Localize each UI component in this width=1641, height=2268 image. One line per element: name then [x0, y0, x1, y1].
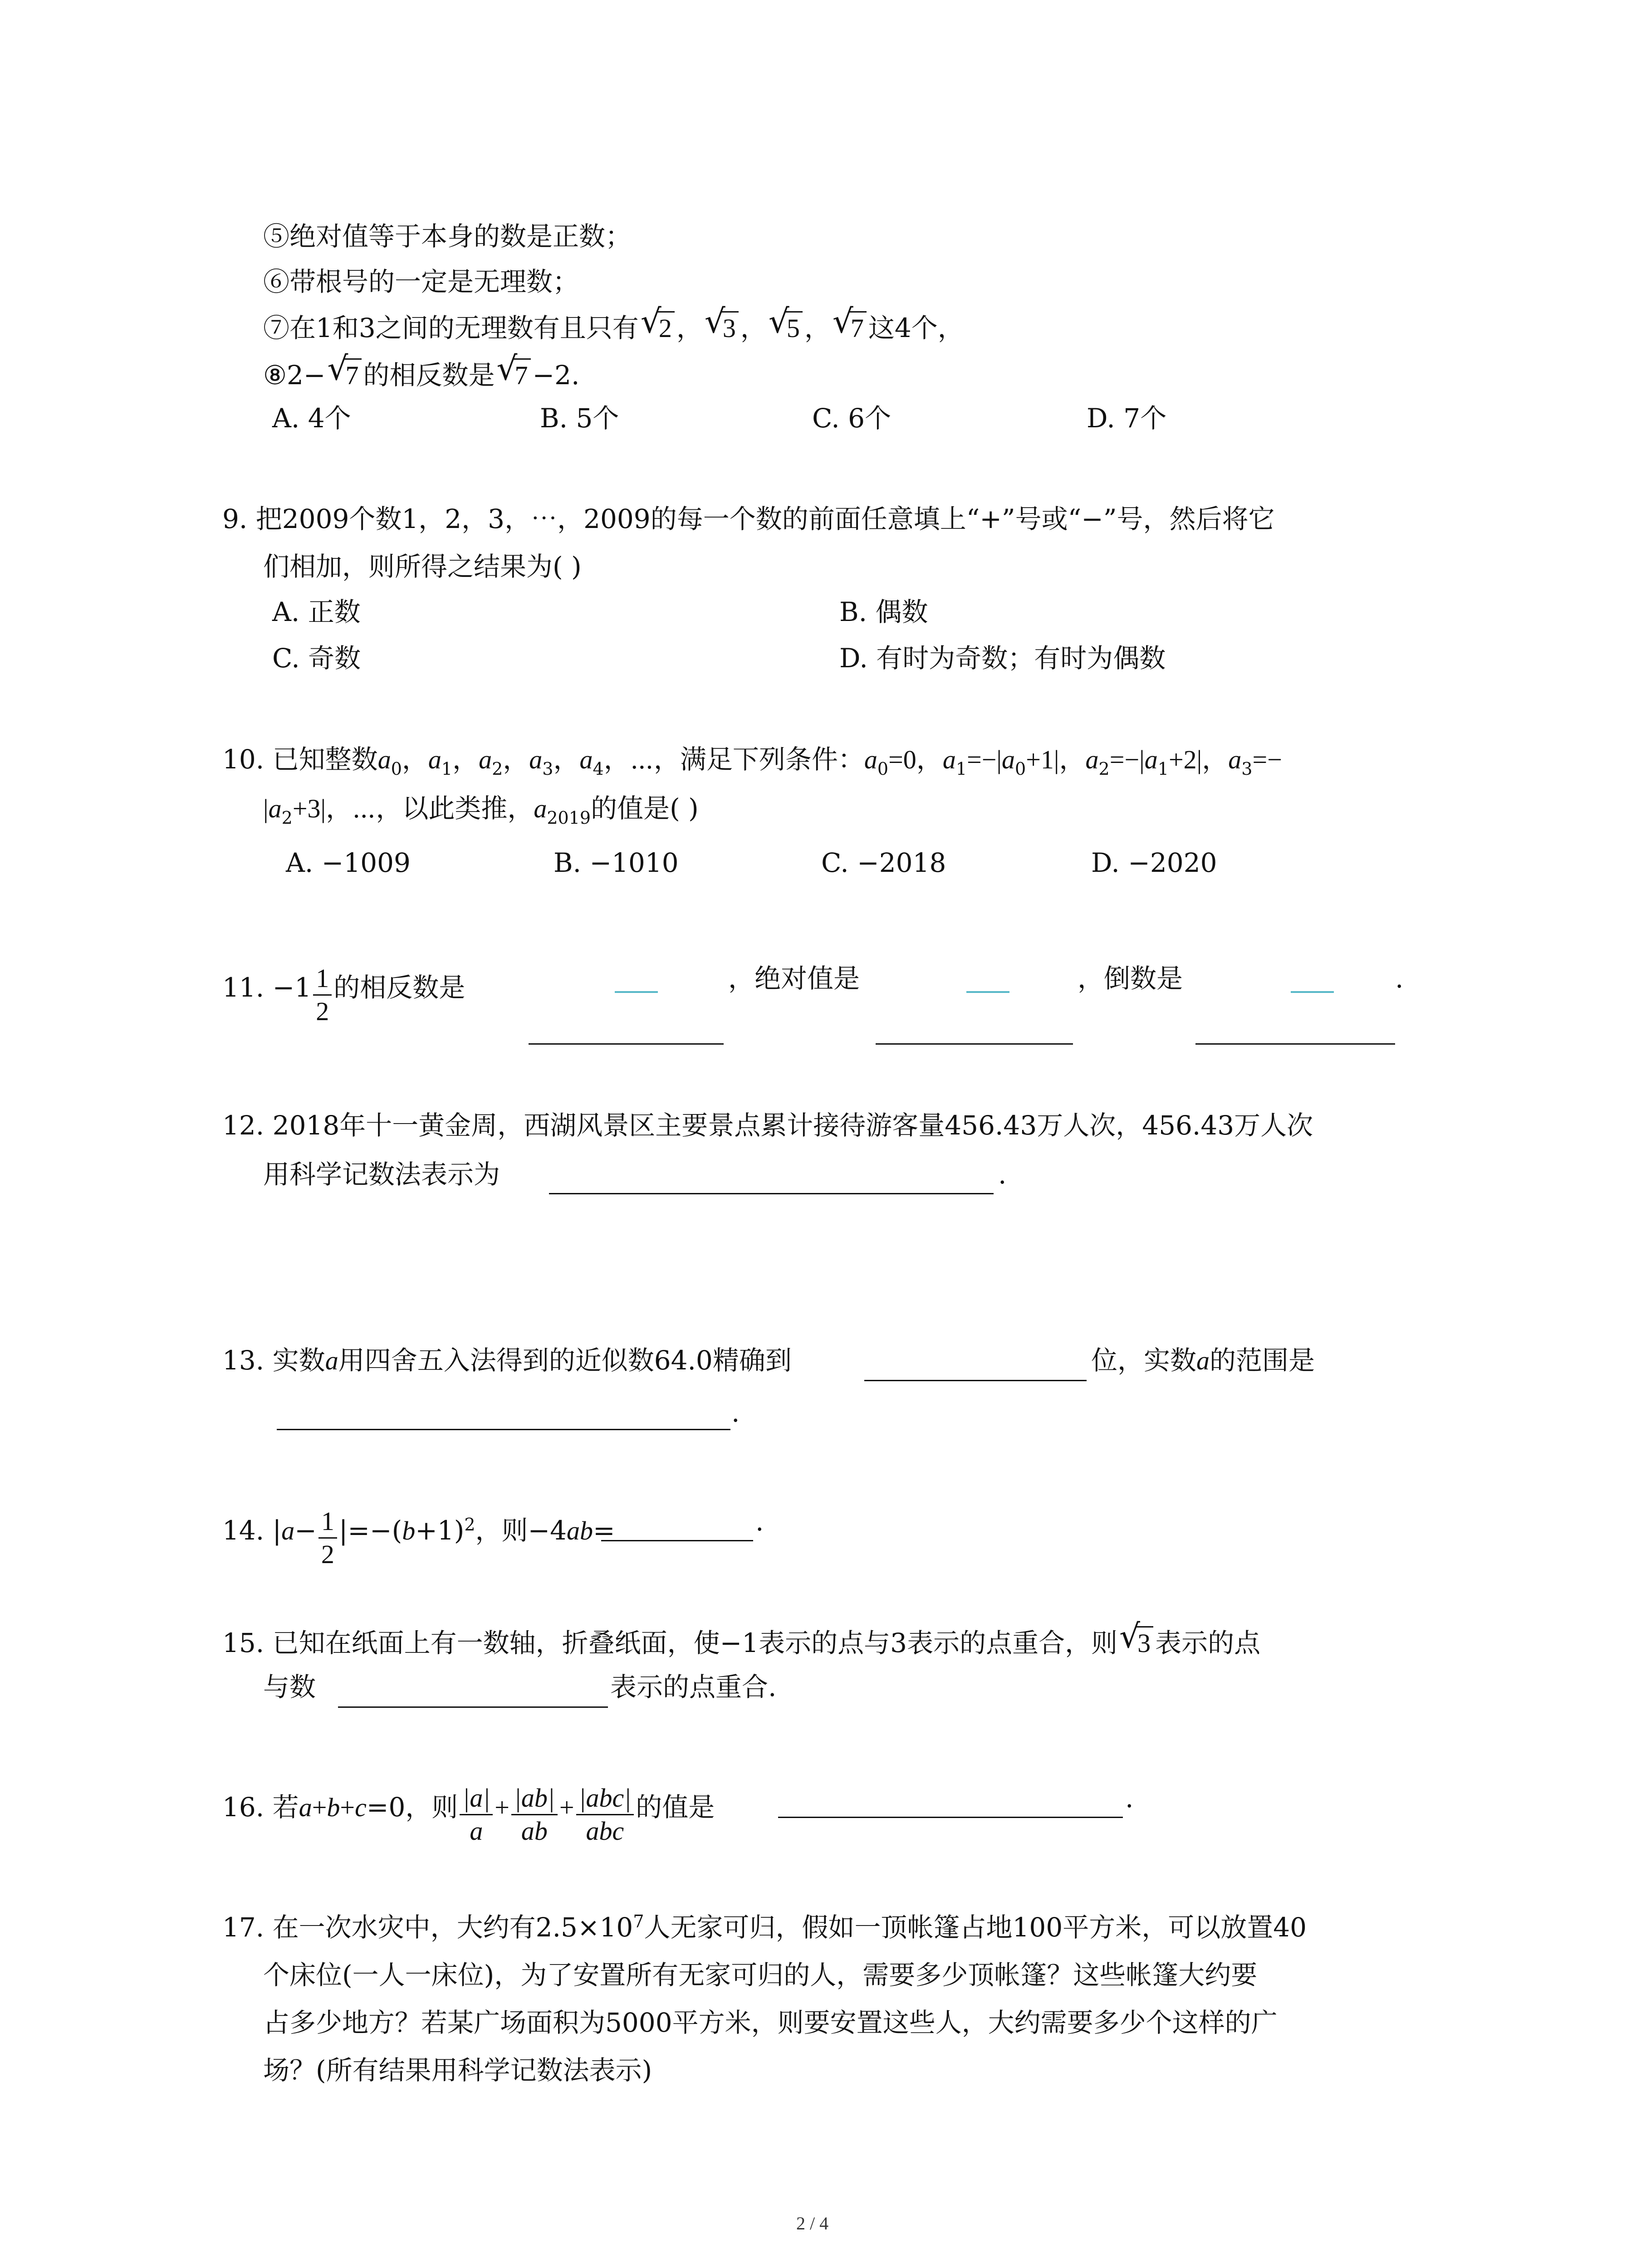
- q11-prefix: 11. −1 $\frac{1}{2}$ 的相反数是: [222, 963, 465, 1026]
- q15-stem-line2b: 表示的点重合.: [610, 1672, 777, 1702]
- q9-option-d: D. 有时为奇数；有时为偶数: [839, 643, 1166, 674]
- q8-item-7-text: ⑦在1和3之间的无理数有且只有: [263, 313, 639, 343]
- q12-end: .: [998, 1159, 1007, 1190]
- q16-end: .: [1125, 1783, 1134, 1813]
- q16-fraction-3: $\frac{\text{|abc|}}{\text{abc}}$: [576, 1785, 634, 1844]
- q14-expression: 14. |a− $\frac{1}{2}$ $|=-(b+1)^2$，则−4ab=: [222, 1506, 615, 1569]
- sqrt-7: √ 7: [328, 358, 362, 389]
- sqrt-7: √ 7: [833, 311, 867, 342]
- sqrt-5: √ 5: [769, 311, 803, 342]
- q8-option-a: A. 4个: [272, 403, 351, 434]
- q9-stem-line2: 们相加，则所得之结果为( ): [263, 551, 582, 582]
- q13-blank-range[interactable]: [277, 1429, 730, 1430]
- q15-blank[interactable]: [338, 1706, 608, 1708]
- q12-blank[interactable]: [549, 1193, 994, 1194]
- q12-stem-line2: 用科学记数法表示为: [263, 1159, 500, 1190]
- answer-mark: [615, 991, 658, 993]
- q13-end: .: [731, 1397, 740, 1428]
- q11-fraction: $\frac{1}{2}$: [313, 965, 332, 1025]
- answer-mark: [966, 991, 1009, 993]
- q17-stem-line1: 17. 在一次水灾中，大约有$2.5\times 10^7$人无家可归，假如一顶帐篷占地100平方米，可以放置40: [222, 1911, 1307, 1943]
- q11-blank-reciprocal[interactable]: [1195, 1043, 1395, 1045]
- q8-option-b: B. 5个: [540, 403, 619, 434]
- q10-stem-line1: 10. 已知整数$a_0$，$a_1$，$a_2$，$a_3$，$a_4$，⋯，满足下列条件：$a_0=0$，$a_1=-|a_0+1|$，$a_2=-|a_1+2|$，$a_3=-$: [222, 744, 1282, 779]
- q8-option-c: C. 6个: [812, 403, 892, 434]
- q16-blank[interactable]: [778, 1817, 1123, 1818]
- q9-stem-line1: 9. 把2009个数1，2，3，⋯，2009的每一个数的前面任意填上“+”号或“−”号，然后将它: [222, 503, 1275, 534]
- q10-option-b: B. −1010: [554, 847, 679, 878]
- q12-stem-line1: 12. 2018年十一黄金周，西湖风景区主要景点累计接待游客量456.43万人次，456.43万人次: [222, 1110, 1313, 1141]
- sqrt-3: √ 3: [705, 311, 739, 342]
- q10-stem-line2: $|a_2+3|$，⋯，以此类推，$a_{2019}$的值是( ): [263, 793, 699, 828]
- q11-text-reciprocal: ，倒数是: [1078, 963, 1183, 994]
- q9-option-a: A. 正数: [272, 596, 361, 627]
- sqrt-2: √ 2: [641, 311, 675, 342]
- q11-blank-opposite[interactable]: [529, 1043, 724, 1045]
- q16-expression: 16. 若a+b+c=0，则 $\frac{|a|}{a}$ + $\frac{|ab|}{ab}$ + $\frac{\text{|abc|}}{\text{abc}}$ 的值是: [222, 1783, 715, 1846]
- page-number: 2 / 4: [796, 2213, 829, 2234]
- q17-stem-line2: 个床位(一人一床位)，为了安置所有无家可归的人，需要多少顶帐篷？这些帐篷大约要: [263, 1960, 1258, 1990]
- q10-option-d: D. −2020: [1091, 847, 1217, 878]
- answer-mark: [1291, 991, 1334, 993]
- q11-blank-abs[interactable]: [876, 1043, 1073, 1045]
- sqrt-3: √ 3: [1119, 1626, 1153, 1657]
- q8-item-7: ⑦在1和3之间的无理数有且只有 √ 2 ， √ 3 ， √ 5 ， √ 7 这4个，: [263, 302, 964, 343]
- q8-item-8: ⑧2− √ 7 的相反数是 √ 7 −2.: [263, 349, 580, 391]
- q15-stem-line1: 15. 已知在纸面上有一数轴，折叠纸面，使−1表示的点与3表示的点重合，则 √ 3 表示的点: [222, 1617, 1261, 1658]
- q13-stem-line1: 13. 实数a用四舍五入法得到的近似数64.0精确到: [222, 1345, 792, 1376]
- q13-blank-place[interactable]: [864, 1380, 1087, 1381]
- q8-option-d: D. 7个: [1087, 403, 1167, 434]
- q17-stem-line3: 占多少地方？若某广场面积为5000平方米，则要安置这些人，大约需要多少个这样的广: [263, 2007, 1278, 2038]
- q10-option-a: A. −1009: [286, 847, 411, 878]
- q11-text-abs: ，绝对值是: [728, 963, 860, 994]
- q17-stem-line4: 场？(所有结果用科学记数法表示): [263, 2055, 652, 2086]
- q13-stem-line1b: 位，实数a的范围是: [1091, 1345, 1315, 1376]
- q8-item-5: ⑤绝对值等于本身的数是正数；: [263, 221, 632, 252]
- q16-fraction-1: $\frac{|a|}{a}$: [460, 1785, 493, 1844]
- q8-item-6: ⑥带根号的一定是无理数；: [263, 266, 579, 297]
- q11-end: .: [1395, 963, 1404, 994]
- q9-option-c: C. 奇数: [272, 643, 361, 674]
- q14-end: .: [755, 1506, 764, 1537]
- q16-fraction-2: $\frac{|ab|}{ab}$: [511, 1785, 558, 1844]
- q15-stem-line2a: 与数: [263, 1672, 316, 1702]
- q9-option-b: B. 偶数: [839, 596, 928, 627]
- q10-option-c: C. −2018: [821, 847, 946, 878]
- q14-fraction: $\frac{1}{2}$: [318, 1508, 337, 1568]
- sqrt-7: √ 7: [497, 358, 531, 389]
- q14-blank[interactable]: [601, 1540, 753, 1541]
